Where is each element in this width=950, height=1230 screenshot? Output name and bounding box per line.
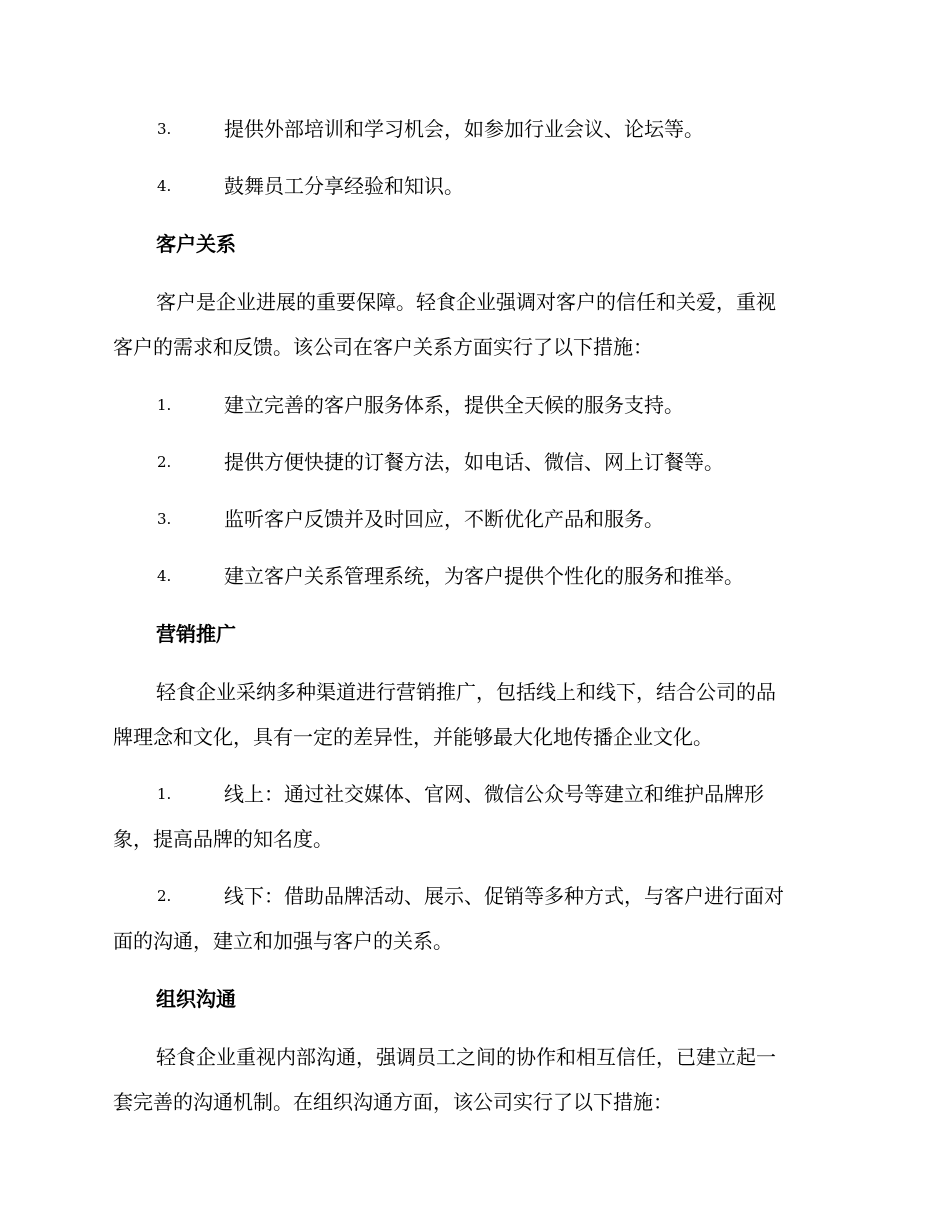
list-item: 提供外部培训和学习机会，如参加行业会议、论坛等。 <box>224 117 704 141</box>
list-number: 3. <box>157 510 172 528</box>
list-number: 2. <box>157 887 172 905</box>
list-number: 1. <box>157 785 172 803</box>
list-number: 1. <box>157 396 172 414</box>
list-item: 鼓舞员工分享经验和知识。 <box>224 174 464 198</box>
paragraph-line: 轻食企业重视内部沟通，强调员工之间的协作和相互信任，已建立起一 <box>156 1045 776 1069</box>
paragraph-line: 套完善的沟通机制。在组织沟通方面，该公司实行了以下措施： <box>113 1090 673 1114</box>
list-item: 线上：通过社交媒体、官网、微信公众号等建立和维护品牌形 <box>224 782 764 806</box>
list-number: 4. <box>157 567 172 585</box>
list-item: 建立客户关系管理系统，为客户提供个性化的服务和推举。 <box>224 564 744 588</box>
list-item-continuation: 面的沟通，建立和加强与客户的关系。 <box>113 929 453 953</box>
paragraph-line: 牌理念和文化，具有一定的差异性，并能够最大化地传播企业文化。 <box>113 725 713 749</box>
list-number: 4. <box>157 177 172 195</box>
list-item: 提供方便快捷的订餐方法，如电话、微信、网上订餐等。 <box>224 450 724 474</box>
section-heading-org: 组织沟通 <box>156 987 236 1011</box>
section-heading-customer: 客户关系 <box>156 232 236 256</box>
list-number: 2. <box>157 453 172 471</box>
list-item-continuation: 象，提高品牌的知名度。 <box>113 827 333 851</box>
section-heading-marketing: 营销推广 <box>156 622 236 646</box>
paragraph-line: 轻食企业采纳多种渠道进行营销推广，包括线上和线下，结合公司的品 <box>156 680 776 704</box>
list-item: 建立完善的客户服务体系，提供全天候的服务支持。 <box>224 393 684 417</box>
paragraph-line: 客户的需求和反馈。该公司在客户关系方面实行了以下措施： <box>113 335 653 359</box>
list-number: 3. <box>157 120 172 138</box>
paragraph-line: 客户是企业进展的重要保障。轻食企业强调对客户的信任和关爱，重视 <box>156 290 776 314</box>
list-item: 线下：借助品牌活动、展示、促销等多种方式，与客户进行面对 <box>224 884 784 908</box>
list-item: 监听客户反馈并及时回应，不断优化产品和服务。 <box>224 507 664 531</box>
